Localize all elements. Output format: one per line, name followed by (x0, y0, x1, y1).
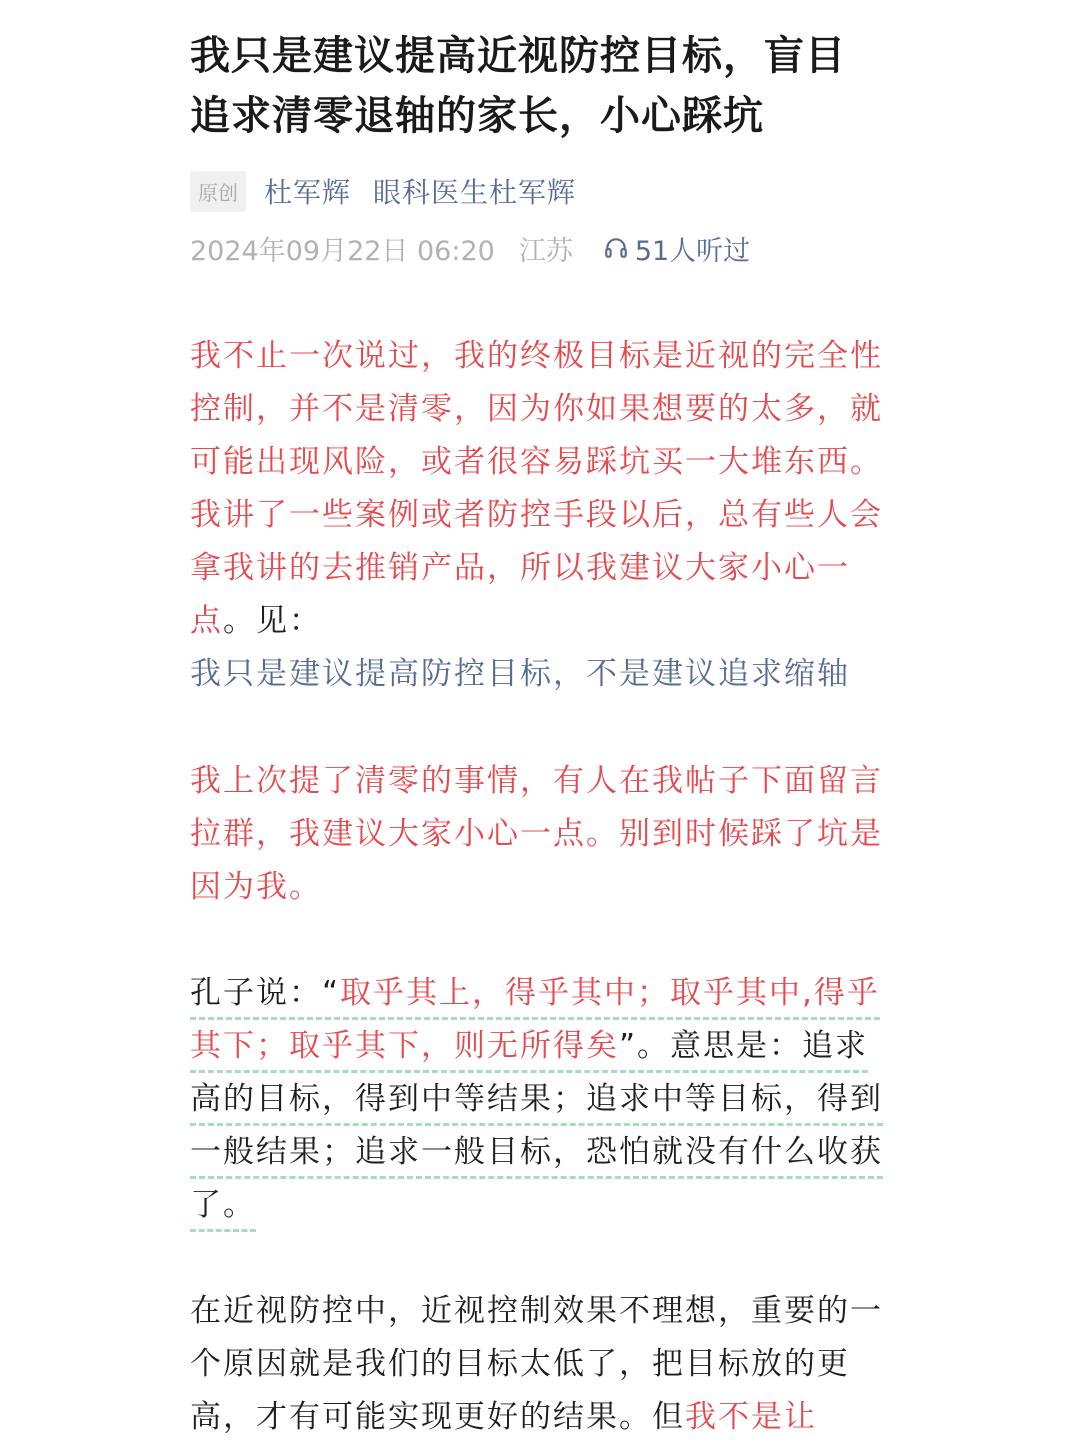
author-link[interactable]: 杜军辉 (264, 176, 352, 209)
related-article-link[interactable]: 我只是建议提高防控目标，不是建议追求缩轴 (190, 656, 850, 692)
quote-explanation: ”。意思是：追求高的目标，得到中等结果；追求中等目标，得到一般结果；追求一般目标，恐怕就没有什么收获了。 (190, 1028, 883, 1223)
article-title: 我只是建议提高近视防控目标，盲目追求清零退轴的家长，小心踩坑 (190, 33, 846, 139)
publish-date: 2024年09月22日 06:20 (190, 235, 495, 267)
paragraph-4 (190, 1285, 890, 1444)
confucius-quote: 取乎其上，得乎其中；取乎其中,得乎其下；取乎其下，则无所得矣 (190, 975, 880, 1064)
listen-count-button[interactable] (603, 229, 750, 268)
original-tag: 原创 (190, 171, 246, 212)
paragraph-3 (190, 967, 890, 1232)
paragraph-1-red-text: 我不止一次说过，我的终极目标是近视的完全性控制，并不是清零，因为你如果想要的太多，就可能出现风险，或者很容易踩坑买一大堆东西。我讲了一些案例或者防控手段以后，总有些人会拿我讲的去推销产品，所以我建议大家小心一点 (190, 338, 883, 639)
paragraph-1 (190, 330, 890, 701)
paragraph-2-red-text: 我上次提了清零的事情，有人在我帖子下面留言拉群，我建议大家小心一点。别到时候踩了坑是因为我。 (190, 763, 883, 905)
paragraph-1-tail: 。见： (223, 603, 322, 639)
quote-intro: 孔子说：“ (190, 975, 341, 1011)
meta-date-row (190, 228, 750, 268)
publish-location: 江苏 (518, 235, 573, 267)
paragraph-4-text: 在近视防控中，近视控制效果不理想，重要的一个原因就是我们的目标太低了，把目标放的更高，才有可能实现更好的结果。但 (190, 1293, 883, 1435)
headphones-icon (603, 235, 629, 261)
meta-author-row (190, 170, 576, 212)
account-link[interactable]: 眼科医生杜军辉 (373, 176, 577, 209)
paragraph-2 (190, 755, 890, 914)
listen-count-label: 51人听过 (634, 235, 751, 267)
paragraph-4-red-text: 我不是让 (685, 1399, 817, 1435)
